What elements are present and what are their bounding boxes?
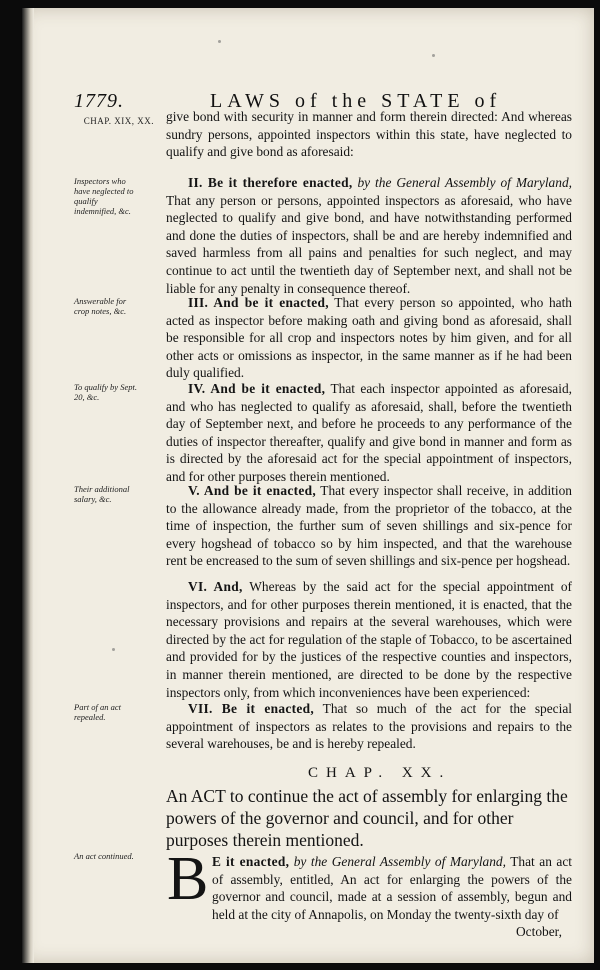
paper-speck <box>112 648 115 651</box>
margin-note-continued: An act continued. <box>74 851 134 861</box>
section-ii-lead: II. Be it therefore enacted, <box>188 175 353 190</box>
chapter-heading: CHAP. XX. <box>308 765 452 781</box>
margin-note-qualify: To qualify by Sept. 20, &c. <box>74 382 137 402</box>
page-gutter <box>22 8 34 963</box>
section-vi-lead: VI. And, <box>188 579 243 594</box>
paragraph-continuation: give bond with security in manner and form therein directed: And whereas sundry persons, appointed inspectors within this state, have neglected to qualify and give bond as aforesaid: <box>166 109 572 160</box>
page-year: 1779. <box>74 90 124 112</box>
section-vii-text: That so much of the act for the special appointment of inspectors as relates to the provisions and repairs to the several warehouses, be and is hereby repealed. <box>166 701 572 752</box>
section-vii <box>166 700 572 753</box>
paper-speck <box>432 54 435 57</box>
section-vii-lead: VII. Be it enacted, <box>188 701 315 716</box>
section-iii-lead: III. And be it enacted, <box>188 295 329 310</box>
book-page <box>22 8 594 963</box>
section-iii <box>166 294 572 382</box>
section-ii <box>166 174 572 297</box>
margin-chapter-reference: CHAP. XIX, XX. <box>83 116 154 126</box>
paper-speck <box>218 40 221 43</box>
chapter-xx-body: That an act of assembly, entitled, An act for enlarging the powers of the governor and council, made at a session of assembly, begun and held at the city of Annapolis, on Monday the twenty-sixth day of <box>212 854 573 922</box>
section-iv-lead: IV. And be it enacted, <box>188 381 326 396</box>
margin-note-indemnified: Inspectors who have neglected to qualify indemnified, &c. <box>74 176 134 216</box>
page-title: LAWS of the STATE of <box>210 90 502 112</box>
section-ii-assembly: by the General Assembly of Maryland, <box>352 175 572 190</box>
section-iii-text: That every person so appointed, who hath acted as inspector before making oath and giving bond as aforesaid, shall be responsible for all crop and inspectors notes by him given, and for all other acts or omissions as inspector, in the same manner as if he had been duly qualified. <box>166 295 572 381</box>
chapter-xx-text <box>212 853 572 923</box>
chapter-xx-lead: E it enacted, <box>212 854 290 869</box>
section-v-text: That every inspector shall receive, in addition to the allowance already made, from the proprietor of the tobacco, at the time of inspection, the further sum of seven shillings and six-pence for every hogshead of tobacco so by him inspected, and that the warehouse rent be encreased to the sum of seven shillings and six-pence per hogshead. <box>166 483 572 569</box>
section-vi <box>166 578 572 701</box>
section-v <box>166 482 572 570</box>
margin-note-salary: Their additional salary, &c. <box>74 484 130 504</box>
section-iv-text: That each inspector appointed as aforesaid, and who has neglected to qualify as aforesaid, shall, before the twentieth day of September next, and before he proceeds to any performance of the duties of inspector thereafter, qualify and give bond in manner and form as is directed by the aforesaid act for the special appointment of inspectors, and for other purposes therein mentioned. <box>166 381 572 484</box>
catchword: October, <box>516 924 562 939</box>
drop-cap: B <box>167 845 209 913</box>
chapter-xx-assembly: by the General Assembly of Maryland, <box>289 854 506 869</box>
margin-note-repealed: Part of an act repealed. <box>74 702 121 722</box>
section-iv <box>166 380 572 486</box>
act-title: An ACT to continue the act of assembly for enlarging the powers of the governor and council, and for other purposes therein mentioned. <box>166 786 568 850</box>
section-vi-text: Whereas by the said act for the special appointment of inspectors, and for other purposes therein mentioned, it is enacted, that the necessary provisions and repairs at the several warehouses, which were directed by the act for regulation of the staple of Tobacco, to be ascertained and provided for by the justices of the respective counties and inspectors, in manner therein mentioned, are directed to be done by the respective inspectors only, from which inconveniences have been experienced: <box>166 579 572 700</box>
section-v-lead: V. And be it enacted, <box>188 483 317 498</box>
margin-note-crop-notes: Answerable for crop notes, &c. <box>74 296 127 316</box>
section-ii-text: That any person or persons, appointed inspectors as aforesaid, who have neglected to qualify and give bond, and have notwithstanding performed and done the duties of inspectors, shall be and are hereby indemnified and saved harmless from all pains and penalties for such neglect, and may continue to act until the twentieth day of September next, and shall not be liable for any penalty in consequence thereof. <box>166 192 572 296</box>
